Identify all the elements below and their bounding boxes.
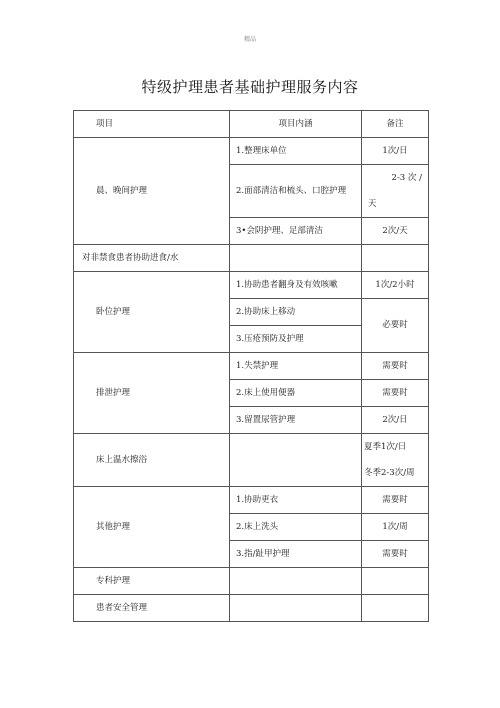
nursing-service-table <box>73 110 429 622</box>
note-cell <box>362 245 429 272</box>
item-cell: 晨、晚间护理 <box>74 138 230 245</box>
content-cell: 2.协助床上移动 <box>230 299 362 326</box>
item-cell: 患者安全管理 <box>74 595 230 622</box>
note-line: 夏季1次/日 <box>364 442 407 452</box>
content-cell <box>230 568 362 595</box>
note-cell: 需要时 <box>362 487 429 514</box>
table-row <box>74 138 429 165</box>
content-cell: 1.协助更衣 <box>230 487 362 514</box>
note-cell: 1次/2小时 <box>362 272 429 299</box>
content-cell: 2.床上洗头 <box>230 514 362 541</box>
note-cell: 需要时 <box>362 353 429 380</box>
note-cell: 2次/日 <box>362 407 429 434</box>
note-cell <box>362 595 429 622</box>
note-cell <box>362 165 429 218</box>
item-cell: 排泄护理 <box>74 353 230 434</box>
note-line: 2-3 次 / <box>391 173 422 183</box>
table-row <box>74 595 429 622</box>
content-cell: 2.床上使用便器 <box>230 380 362 407</box>
note-cell: 需要时 <box>362 380 429 407</box>
content-cell: 1.整理床单位 <box>230 138 362 165</box>
content-cell <box>230 434 362 487</box>
item-cell: 其他护理 <box>74 487 230 568</box>
note-cell: 必要时 <box>362 299 429 353</box>
note-line: 天 <box>368 199 377 209</box>
table-row <box>74 272 429 299</box>
table-row <box>74 245 429 272</box>
page-title: 特级护理患者基础护理服务内容 <box>141 78 359 96</box>
table-row <box>74 434 429 487</box>
note-cell: 1次/周 <box>362 514 429 541</box>
header-note: 精品 <box>243 36 256 43</box>
table-row <box>74 353 429 380</box>
item-cell: 对非禁食患者协助进食/水 <box>74 245 230 272</box>
content-cell: 3.指/趾甲护理 <box>230 541 362 568</box>
content-cell: 3.压疮预防及护理 <box>230 326 362 353</box>
table-row <box>74 568 429 595</box>
content-cell: 1.失禁护理 <box>230 353 362 380</box>
header-item: 项目 <box>74 111 230 138</box>
note-line: 冬季2-3次/周 <box>364 468 415 478</box>
note-cell: 需要时 <box>362 541 429 568</box>
table-row <box>74 487 429 514</box>
content-cell: 3•会阴护理、足部清洁 <box>230 218 362 245</box>
note-cell <box>362 434 429 487</box>
content-cell <box>230 595 362 622</box>
item-cell: 床上温水擦浴 <box>74 434 230 487</box>
note-cell <box>362 568 429 595</box>
content-cell: 2.面部清洁和梳头、口腔护理 <box>230 165 362 218</box>
note-cell: 2次/天 <box>362 218 429 245</box>
item-cell: 专科护理 <box>74 568 230 595</box>
table-header-row <box>74 111 429 138</box>
item-cell: 卧位护理 <box>74 272 230 353</box>
content-cell: 3.留置尿管护理 <box>230 407 362 434</box>
content-cell: 1.协助患者翻身及有效咳嗽 <box>230 272 362 299</box>
content-cell <box>230 245 362 272</box>
note-cell: 1次/日 <box>362 138 429 165</box>
header-content: 项目内涵 <box>230 111 362 138</box>
header-note: 备注 <box>362 111 429 138</box>
